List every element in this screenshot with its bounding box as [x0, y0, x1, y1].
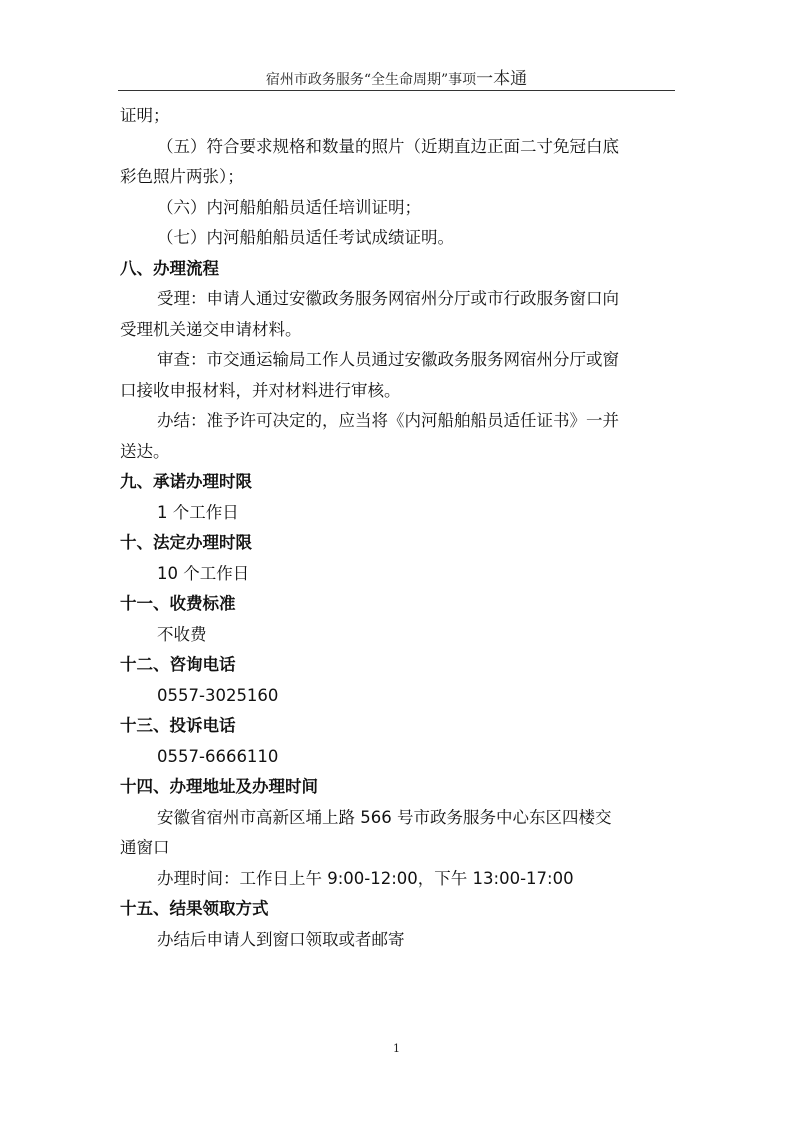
- section-8-heading: 八、办理流程: [120, 258, 219, 278]
- consult-phone: 0557-3025160: [157, 685, 279, 705]
- process-finish-cont: 送达。: [120, 441, 170, 461]
- legal-time-limit: 10 个工作日: [157, 563, 250, 583]
- material-item-6: （六）内河船舶船员适任培训证明；: [157, 197, 421, 217]
- page-header: [0, 64, 793, 89]
- office-address: 安徽省宿州市高新区埇上路 566 号市政务服务中心东区四楼交: [157, 807, 612, 827]
- section-9-heading: 九、承诺办理时限: [120, 472, 252, 491]
- section-13-heading: 十三、投诉电话: [120, 716, 236, 735]
- complaint-phone: 0557-6666110: [157, 746, 279, 766]
- section-12-heading: 十二、咨询电话: [120, 655, 236, 674]
- section-10-heading: 十、法定办理时限: [120, 533, 252, 552]
- section-15-heading: 十五、结果领取方式: [120, 899, 269, 918]
- page-number: 1: [393, 1042, 400, 1055]
- material-item-5: （五）符合要求规格和数量的照片（近期直边正面二寸免冠白底: [157, 136, 619, 156]
- section-11-heading: 十一、收费标准: [120, 594, 236, 613]
- section-14-heading: 十四、办理地址及办理时间: [120, 777, 318, 796]
- office-hours: 办理时间：工作日上午 9:00-12:00，下午 13:00-17:00: [157, 868, 574, 888]
- process-accept: 受理：申请人通过安徽政务服务网宿州分厅或市行政服务窗口向: [157, 289, 619, 308]
- header-divider: [118, 90, 675, 91]
- fee-standard: 不收费: [157, 624, 207, 644]
- header-title-tail: 一本通: [476, 69, 528, 89]
- material-item-7: （七）内河船舶船员适任考试成绩证明。: [157, 228, 454, 247]
- materials-continuation: 证明；: [120, 106, 170, 125]
- process-review-cont: 口接收申报材料，并对材料进行审核。: [120, 380, 401, 400]
- document-body: [120, 101, 680, 955]
- process-review: 审查：市交通运输局工作人员通过安徽政务服务网宿州分厅或窗: [157, 350, 619, 369]
- material-item-5-cont: 彩色照片两张）；: [120, 167, 244, 186]
- result-collection: 办结后申请人到窗口领取或者邮寄: [157, 929, 405, 949]
- office-address-cont: 通窗口: [120, 838, 170, 857]
- process-accept-cont: 受理机关递交申请材料。: [120, 319, 302, 339]
- header-title: 宿州市政务服务“全生命周期”事项: [265, 72, 477, 88]
- process-finish: 办结：准予许可决定的，应当将《内河船舶船员适任证书》一并: [157, 411, 619, 430]
- promised-time-limit: 1 个工作日: [157, 502, 239, 522]
